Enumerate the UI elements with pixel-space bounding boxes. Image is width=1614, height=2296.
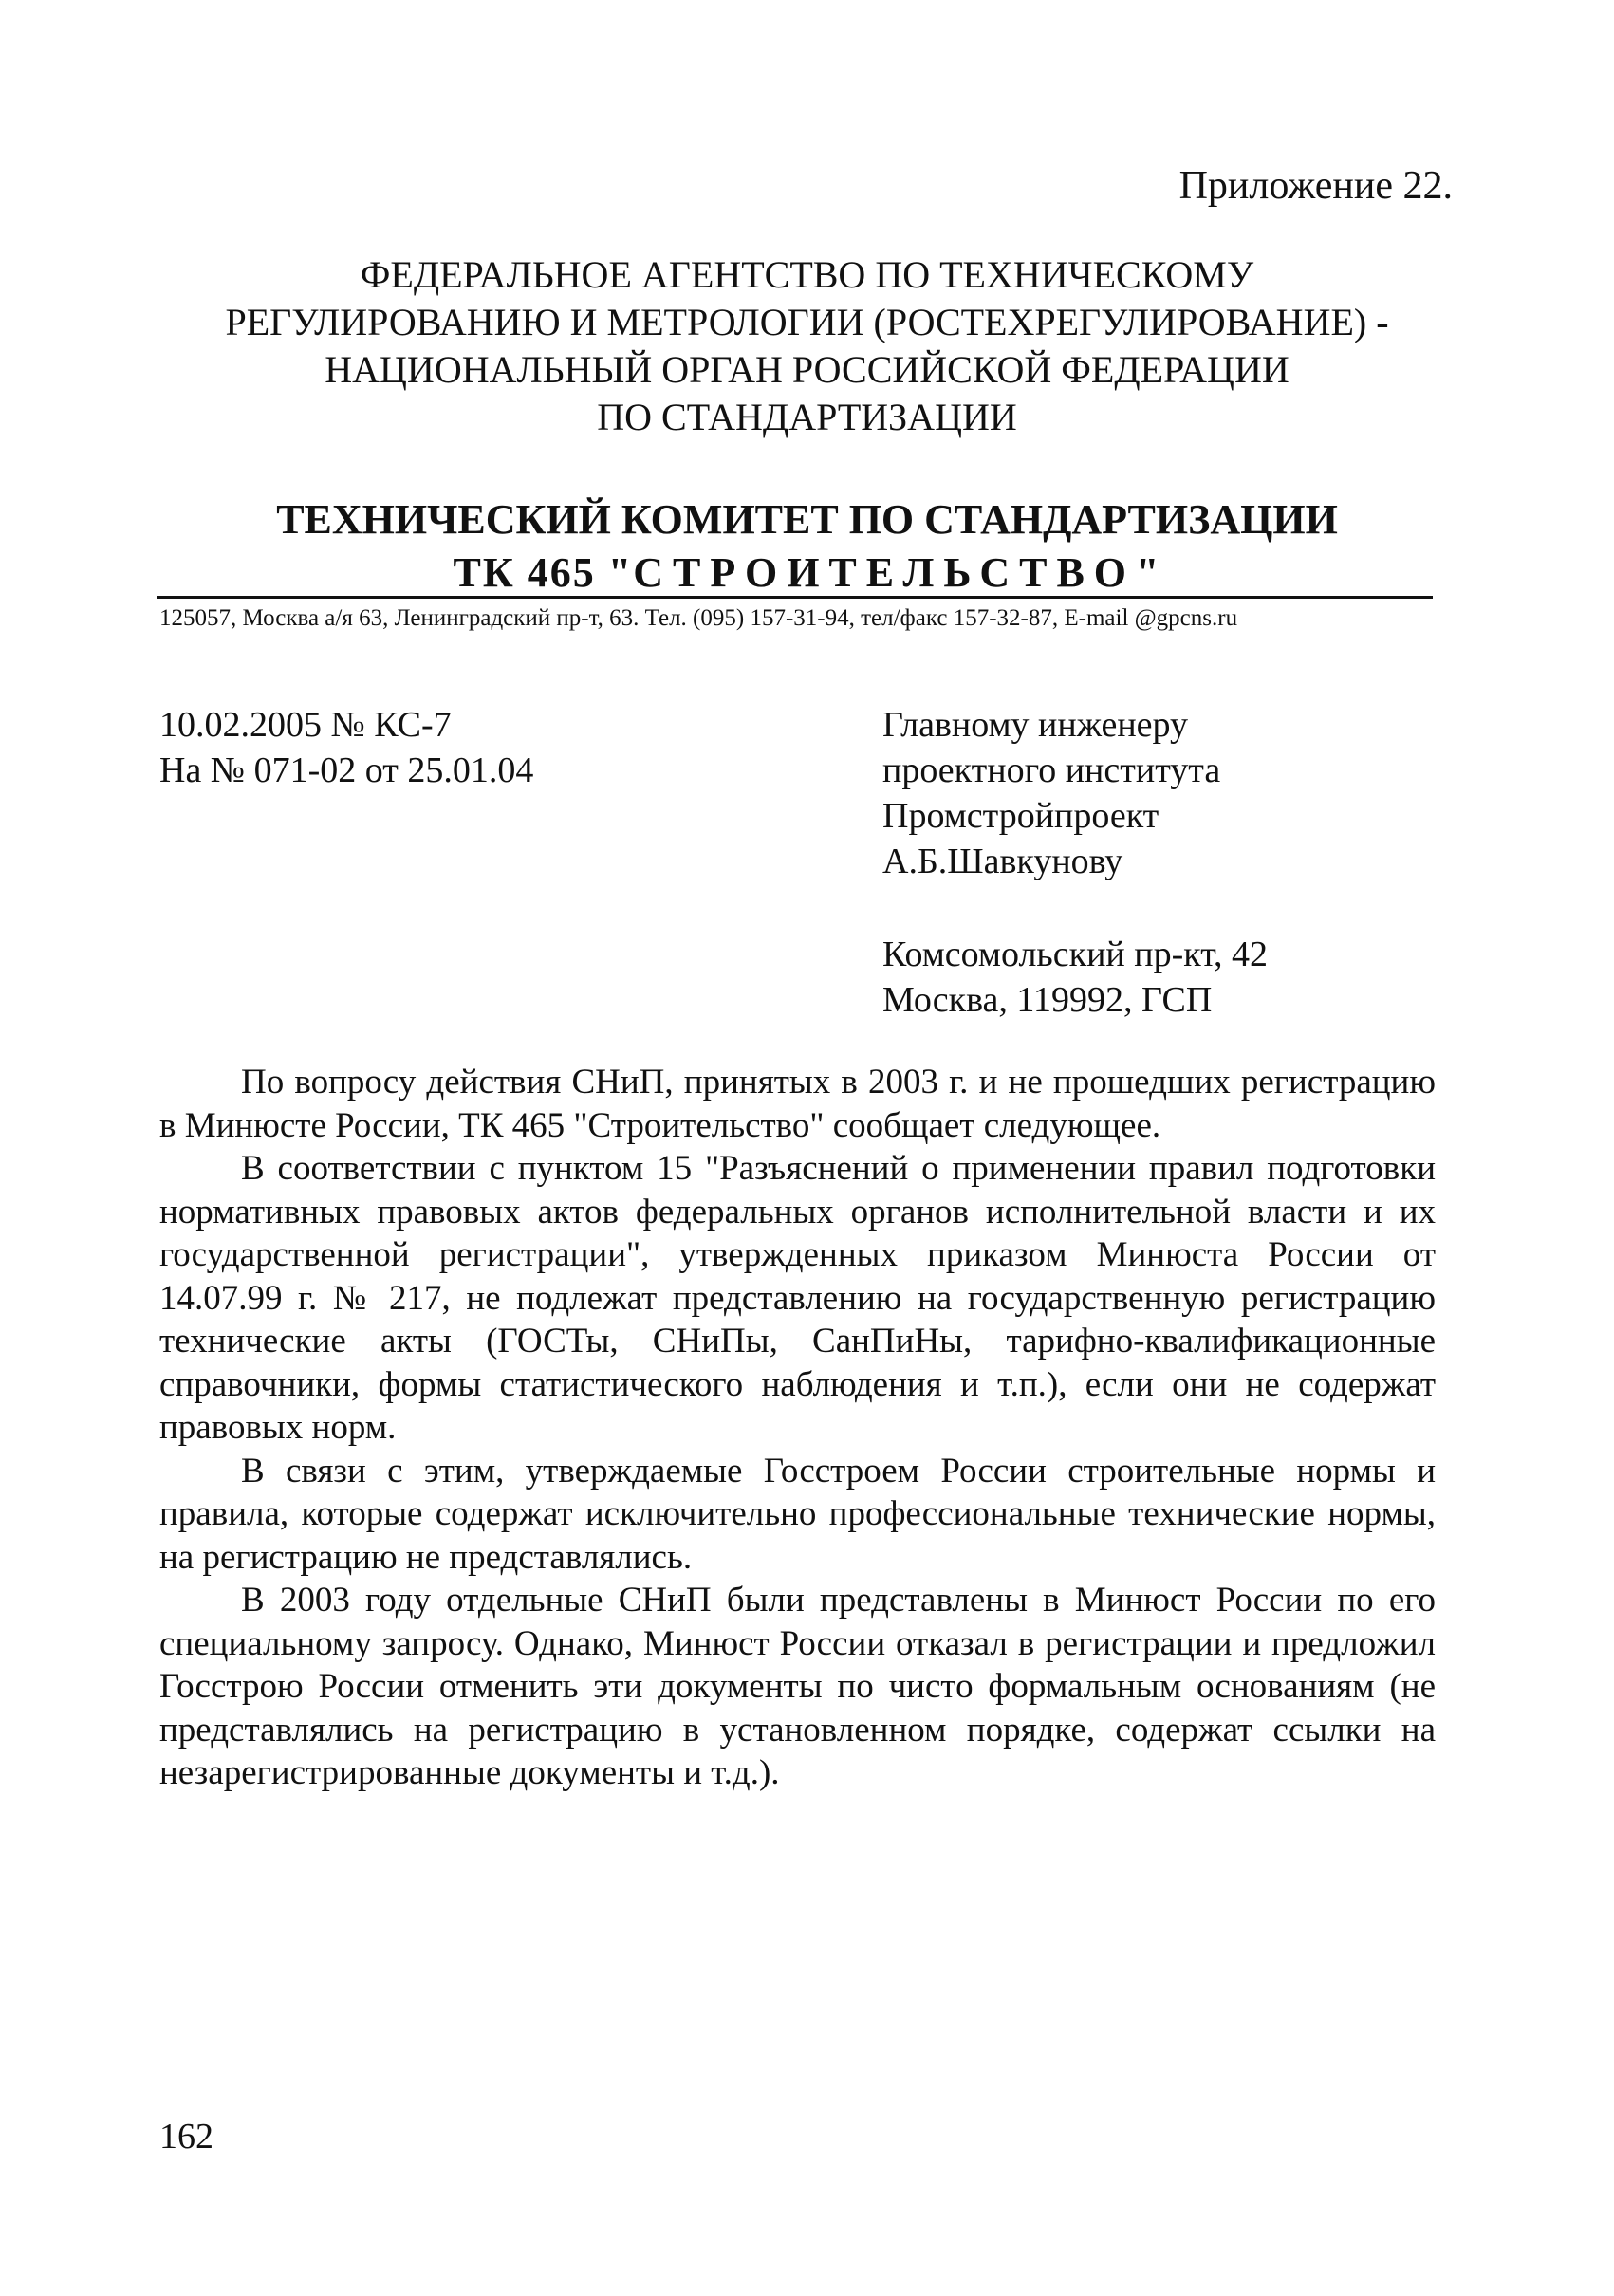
incoming-reference: На № 071-02 от 25.01.04 xyxy=(159,750,534,790)
committee-header xyxy=(142,493,1472,600)
body-paragraph: По вопросу действия СНиП, принятых в 2003 г. и не прошедших регистрацию в Минюсте России, ТК 465 "Строительство" сообщает следующее. xyxy=(159,1063,1436,1145)
agency-line: ФЕДЕРАЛЬНОЕ АГЕНТСТВО ПО ТЕХНИЧЕСКОМУ xyxy=(360,253,1254,296)
outgoing-reference xyxy=(159,702,533,793)
recipient-name: А.Б.Шавкунову xyxy=(882,842,1123,881)
page-number: 162 xyxy=(159,2117,213,2157)
recipient-organization-type: проектного института xyxy=(882,750,1221,790)
recipient-spacer xyxy=(882,884,1268,932)
committee-tk-line xyxy=(142,546,1472,600)
tk-suffix: " xyxy=(1136,549,1161,596)
committee-title: ТЕХНИЧЕСКИЙ КОМИТЕТ ПО СТАНДАРТИЗАЦИИ xyxy=(276,496,1338,543)
appendix-label: Приложение 22. xyxy=(1178,164,1453,208)
recipient-organization: Промстройпроект xyxy=(882,796,1159,836)
recipient-city: Москва, 119992, ГСП xyxy=(882,980,1213,1020)
recipient-position: Главному инженеру xyxy=(882,705,1189,745)
header-divider xyxy=(157,596,1433,599)
outgoing-number: 10.02.2005 № КС-7 xyxy=(159,705,452,745)
committee-address: 125057, Москва а/я 63, Ленинградский пр-т, 63. Тел. (095) 157-31-94, тел/факс 157-32-87, E-mail @gpcns.ru xyxy=(159,605,1238,631)
body-paragraph: В соответствии с пунктом 15 "Разъяснений о применении правил подготовки нормативных правовых актов федеральных органов исполнительной власти и их государственной регистрации", утвержденных приказом Минюста России от 14.07.99 г. № 217, не подлежат представлению на государственную регистрацию технические акты (ГОСТы, СНиПы, СанПиНы, тарифно-квалификационные справочники, формы статистического наблюдения и т.п.), если они не содержат правовых норм. xyxy=(159,1149,1436,1447)
agency-line: ПО СТАНДАРТИЗАЦИИ xyxy=(597,396,1017,438)
tk-name: СТРОИТЕЛЬСТВО xyxy=(633,549,1137,596)
recipient-street: Комсомольский пр-кт, 42 xyxy=(882,935,1268,974)
agency-line: НАЦИОНАЛЬНЫЙ ОРГАН РОССИЙСКОЙ ФЕДЕРАЦИИ xyxy=(325,348,1289,391)
body-paragraph: В 2003 году отдельные СНиП были представлены в Минюст России по его специальному запросу. Однако, Минюст России отказал в регистрации и предложил Госстрою России отменить эти документы по чисто формальным основаниям (не представлялись на регистрацию в установленном порядке, содержат ссылки на незарегистрированные документы и т.д.). xyxy=(159,1581,1436,1792)
body-paragraph: В связи с этим, утверждаемые Госстроем России строительные нормы и правила, которые содержат исключительно профессиональные технические нормы, на регистрацию не представлялись. xyxy=(159,1451,1436,1577)
agency-header xyxy=(142,251,1472,441)
letter-body xyxy=(159,1061,1436,1795)
agency-line: РЕГУЛИРОВАНИЮ И МЕТРОЛОГИИ (РОСТЕХРЕГУЛИРОВАНИЕ) - xyxy=(225,301,1389,343)
recipient-block xyxy=(882,702,1268,1023)
tk-prefix: ТК 465 " xyxy=(453,549,634,596)
